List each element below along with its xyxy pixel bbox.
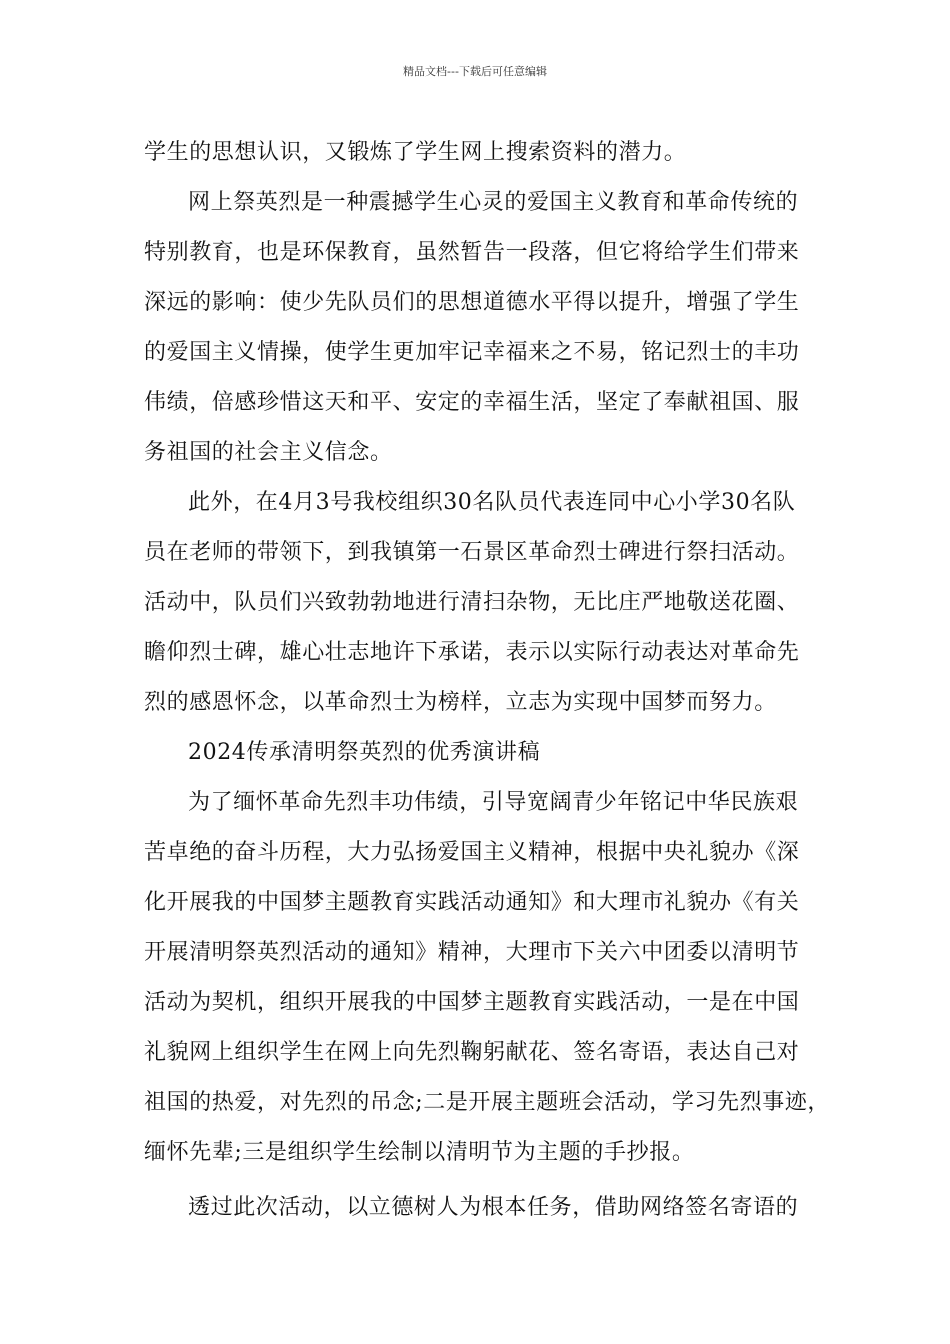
text-line: 员在老师的带领下，到我镇第一石景区革命烈士碑进行祭扫活动。 [144, 540, 800, 565]
page-header: 精品文档---下载后可任意编辑 [403, 65, 547, 78]
paragraph [144, 778, 831, 1178]
text-line: 深远的影响：使少先队员们的思想道德水平得以提升，增强了学生 [144, 290, 800, 315]
text-line: 学生的思想认识，又锻炼了学生网上搜索资料的潜力。 [144, 140, 687, 165]
section-title: 2024传承清明祭英烈的优秀演讲稿 [188, 740, 541, 765]
text-line: 烈的感恩怀念，以革命烈士为榜样，立志为实现中国梦而努力。 [144, 690, 777, 715]
text-line: 务祖国的社会主义信念。 [144, 440, 393, 465]
paragraph [144, 1183, 809, 1233]
paragraph [144, 178, 809, 478]
text-line: 特别教育，也是环保教育，虽然暂告一段落，但它将给学生们带来 [144, 240, 800, 265]
text-line: 的爱国主义情操，使学生更加牢记幸福来之不易，铭记烈士的丰功 [144, 340, 800, 365]
text-line: 开展清明祭英烈活动的通知》精神，大理市下关六中团委以清明节 [144, 940, 800, 965]
text-line: 活动中，队员们兴致勃勃地进行清扫杂物，无比庄严地敬送花圈、 [144, 590, 800, 615]
text-line: 透过此次活动，以立德树人为根本任务，借助网络签名寄语的 [188, 1195, 799, 1220]
text-line: 此外，在4月3号我校组织30名队员代表连同中心小学30名队 [188, 490, 796, 515]
text-line: 缅怀先辈;三是组织学生绘制以清明节为主题的手抄报。 [144, 1140, 695, 1165]
text-line: 伟绩，倍感珍惜这天和平、安定的幸福生活，坚定了奉献祖国、服 [144, 390, 800, 415]
paragraph [144, 478, 809, 728]
paragraph [144, 728, 809, 778]
text-line: 苦卓绝的奋斗历程，大力弘扬爱国主义精神，根据中央礼貌办《深 [144, 840, 800, 865]
paragraph [144, 128, 809, 178]
text-line: 网上祭英烈是一种震撼学生心灵的爱国主义教育和革命传统的 [188, 190, 799, 215]
text-line: 礼貌网上组织学生在网上向先烈鞠躬献花、签名寄语，表达自己对 [144, 1040, 800, 1065]
text-line: 为了缅怀革命先烈丰功伟绩，引导宽阔青少年铭记中华民族艰 [188, 790, 799, 815]
text-line: 瞻仰烈士碑，雄心壮志地许下承诺，表示以实际行动表达对革命先 [144, 640, 800, 665]
document-body [144, 128, 831, 1233]
text-line: 祖国的热爱，对先烈的吊念;二是开展主题班会活动，学习先烈事迹， [144, 1090, 831, 1115]
text-line: 化开展我的中国梦主题教育实践活动通知》和大理市礼貌办《有关 [144, 890, 800, 915]
text-line: 活动为契机，组织开展我的中国梦主题教育实践活动，一是在中国 [144, 990, 800, 1015]
